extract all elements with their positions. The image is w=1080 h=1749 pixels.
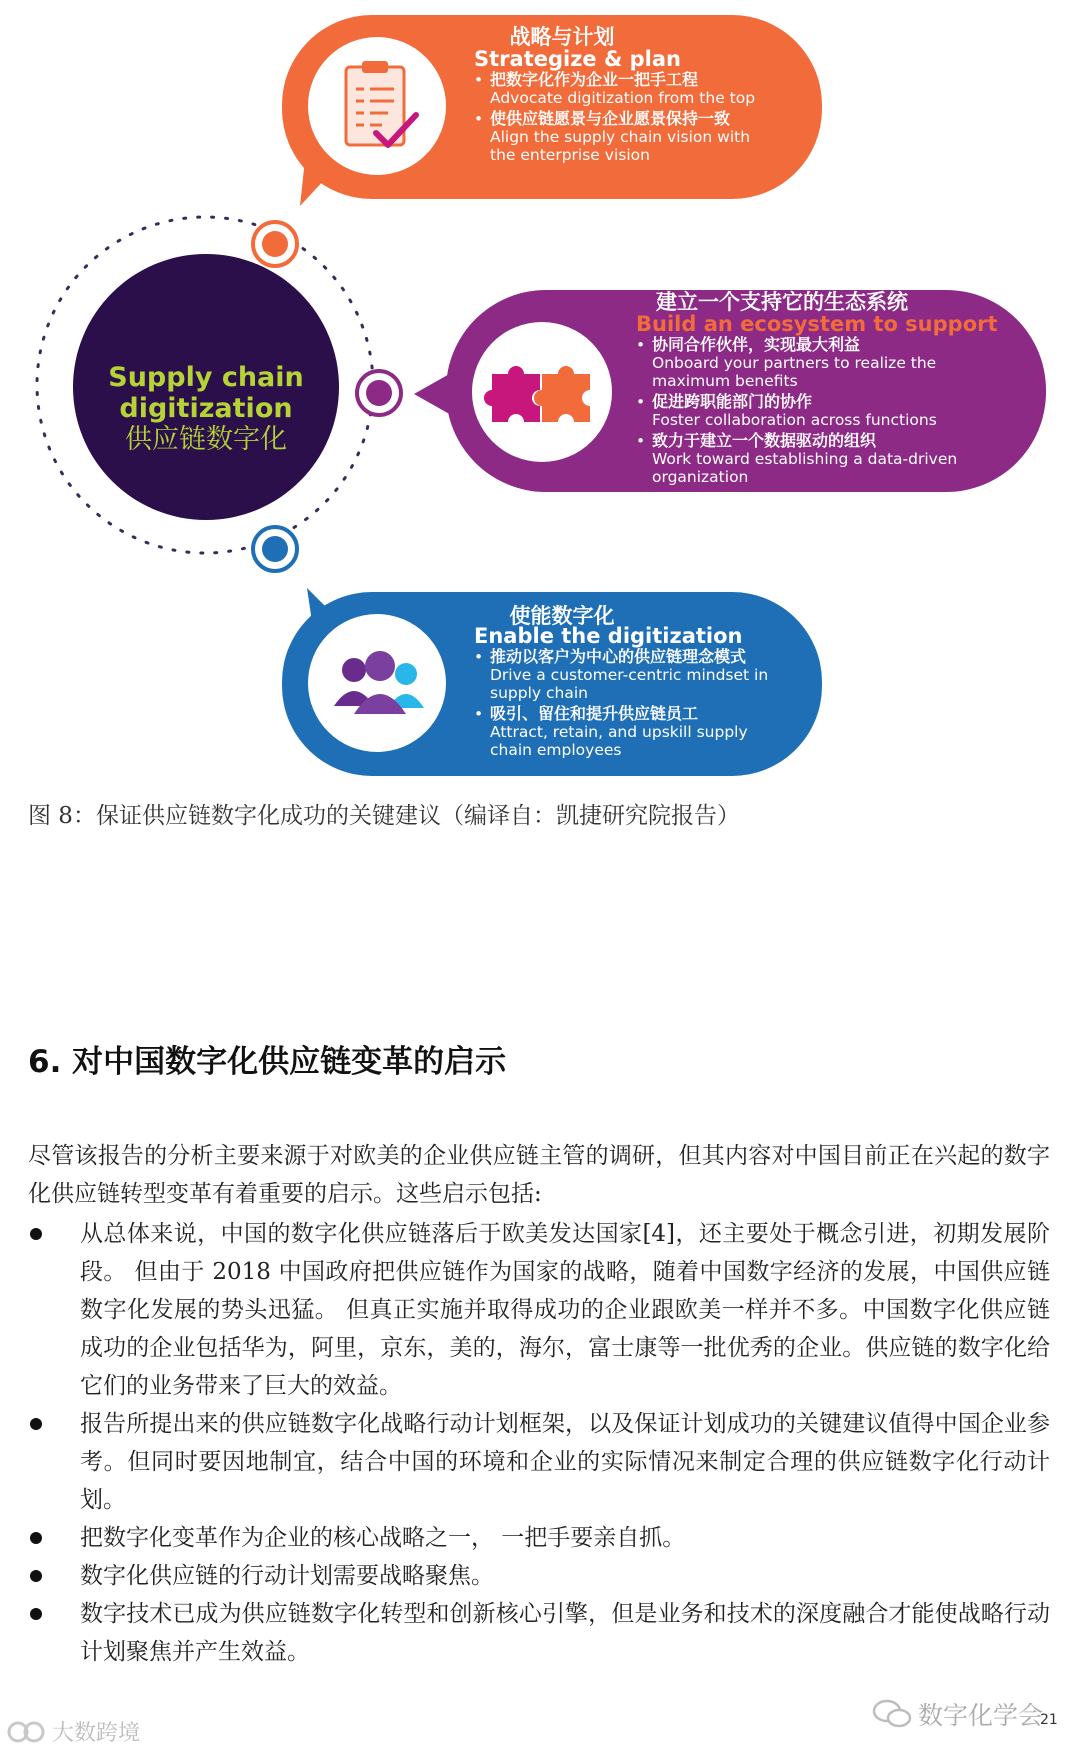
clipboard-icon-circle [308, 37, 446, 175]
section-heading: 6. 对中国数字化供应链变革的启示 [28, 1044, 507, 1080]
bullet-icon [30, 1570, 42, 1582]
ecosystem-item-en: Work toward establishing a data-driven organization [652, 450, 958, 486]
puzzle-icon-circle [472, 322, 612, 462]
ecosystem-item [636, 336, 976, 390]
enable-list [474, 648, 774, 762]
strategize-item [474, 110, 774, 164]
list-item-text: 从总体来说，中国的数字化供应链落后于欧美发达国家[4]，还主要处于概念引进，初期发展阶段。 但由于 2018 中国政府把供应链作为国家的战略，随着中国数字经济的发展，中国供应链数字化发展的势头迅猛。 但真正实施并取得成功的企业跟欧美一样并不多。中国数字化供应链成功的企业包括华为，阿里，京东，美的，海尔，富士康等一批优秀的企业。供应链的数字化给它们的业务带来了巨大的效益。 [80, 1221, 1050, 1399]
list-item-text: 数字技术已成为供应链数字化转型和创新核心引擎，但是业务和技术的深度融合才能使战略行动计划聚焦并产生效益。 [80, 1601, 1050, 1665]
ecosystem-item [636, 432, 976, 486]
wechat-icon [872, 1698, 912, 1730]
ecosystem-item-en: Onboard your partners to realize the maximum benefits [652, 354, 937, 390]
page-number: 21 [1040, 1712, 1058, 1728]
ecosystem-item-zh: • 致力于建立一个数据驱动的组织 [652, 431, 877, 450]
enable-item [474, 705, 774, 759]
watermark-left [6, 1716, 140, 1747]
center-label-line2: digitization [119, 393, 293, 424]
puzzle-icon [472, 322, 612, 462]
strategize-list [474, 71, 774, 167]
node-purple [352, 366, 406, 420]
enable-bubble [282, 592, 822, 776]
ecosystem-title-zh: 建立一个支持它的生态系统 [656, 290, 908, 314]
watermark-left-text: 大数跨境 [52, 1721, 141, 1746]
node-blue [248, 522, 302, 576]
center-label-line1: Supply chain [108, 362, 304, 393]
strategize-item-zh: • 使供应链愿景与企业愿景保持一致 [490, 109, 731, 128]
ecosystem-item-zh: • 协同合作伙伴，实现最大利益 [652, 335, 861, 354]
people-group-icon [308, 614, 446, 752]
enable-item-en: Drive a customer-centric mindset in supply chain [490, 666, 769, 702]
list-item [28, 1215, 1050, 1405]
ecosystem-bubble [446, 290, 1046, 492]
ecosystem-item [636, 393, 976, 429]
list-item [28, 1595, 1050, 1671]
implication-list [28, 1215, 1050, 1671]
strategize-item-en: Advocate digitization from the top [490, 89, 756, 107]
strategize-item-en: Align the supply chain vision with the enterprise vision [490, 128, 751, 164]
list-item [28, 1405, 1050, 1519]
strategize-bubble [282, 15, 822, 199]
figure-caption: 图 8：保证供应链数字化成功的关键建议（编译自：凯捷研究院报告） [28, 803, 740, 829]
ecosystem-title-en: Build an ecosystem to support [636, 312, 998, 336]
center-label-line3: 供应链数字化 [125, 424, 287, 455]
watermark-logo-icon [6, 1719, 46, 1745]
ecosystem-item-zh: • 促进跨职能部门的协作 [652, 392, 813, 411]
ecosystem-item-en: Foster collaboration across functions [652, 411, 937, 429]
watermark-right-text: 数字化学会 [918, 1701, 1044, 1730]
list-item-text: 数字化供应链的行动计划需要战略聚焦。 [80, 1563, 494, 1589]
enable-item-zh: • 吸引、留住和提升供应链员工 [490, 704, 699, 723]
enable-item-zh: • 推动以客户为中心的供应链理念模式 [490, 647, 747, 666]
enable-item-en: Attract, retain, and upskill supply chain employees [490, 723, 748, 759]
bullet-icon [30, 1608, 42, 1620]
list-item-text: 报告所提出来的供应链数字化战略行动计划框架，以及保证计划成功的关键建议值得中国企业参考。但同时要因地制宜，结合中国的环境和企业的实际情况来制定合理的供应链数字化行动计划。 [80, 1411, 1050, 1513]
bullet-icon [30, 1532, 42, 1544]
list-item [28, 1519, 1050, 1557]
ecosystem-list [636, 336, 976, 489]
strategize-title-en: Strategize & plan [474, 47, 681, 71]
bullet-icon [30, 1418, 42, 1430]
bullet-icon [30, 1228, 42, 1240]
clipboard-check-icon [308, 37, 446, 175]
node-orange [248, 217, 302, 271]
strategize-title-zh: 战略与计划 [509, 25, 615, 49]
enable-title-zh: 使能数字化 [509, 604, 615, 628]
strategize-item-zh: • 把数字化作为企业一把手工程 [490, 70, 699, 89]
strategize-item [474, 71, 774, 107]
list-item [28, 1557, 1050, 1595]
people-icon-circle [308, 614, 446, 752]
enable-title-en: Enable the digitization [474, 624, 743, 648]
watermark-right [872, 1696, 1043, 1732]
section-intro: 尽管该报告的分析主要来源于对欧美的企业供应链主管的调研，但其内容对中国目前正在兴起的数字化供应链转型变革有着重要的启示。这些启示包括: [28, 1143, 1050, 1207]
center-label [73, 362, 339, 455]
list-item-text: 把数字化变革作为企业的核心战略之一， 一把手要亲自抓。 [80, 1525, 686, 1551]
enable-item [474, 648, 774, 702]
